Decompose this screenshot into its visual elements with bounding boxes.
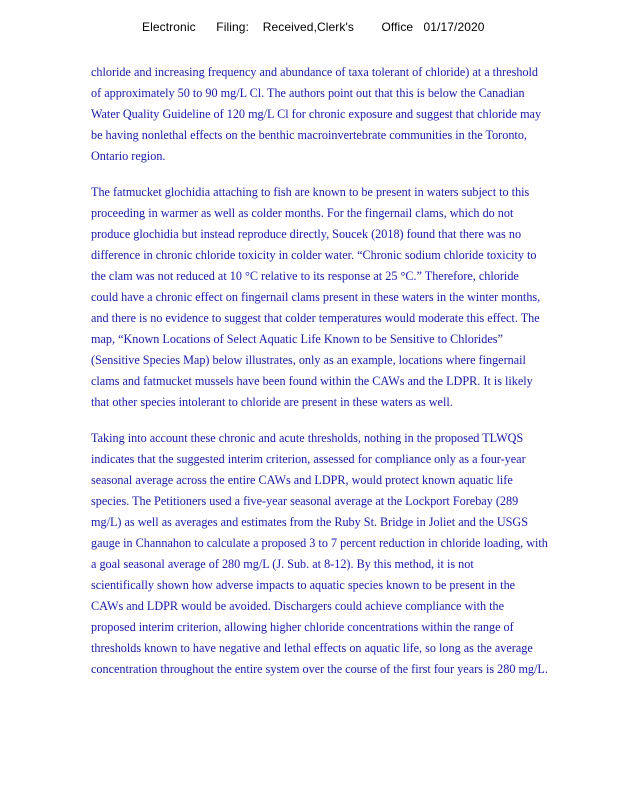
- text-line: proposed interim criterion, allowing higher chloride concentrations within the range of: [91, 620, 514, 634]
- text-line: (Sensitive Species Map) below illustrates, only as an example, locations where fingernail: [91, 353, 526, 367]
- text-line: Water Quality Guideline of 120 mg/L Cl for chronic exposure and suggest that chloride may: [91, 107, 542, 121]
- text-line: that other species intolerant to chloride are present in these waters as well.: [91, 395, 453, 409]
- electronic-filing-stamp: Electronic Filing: Received,Clerk's Office 01/17/2020: [142, 20, 485, 34]
- text-line: Taking into account these chronic and acute thresholds, nothing in the proposed TLWQS: [91, 431, 524, 445]
- text-line: proceeding in warmer as well as colder months. For the fingernail clams, which do not: [91, 206, 514, 220]
- text-line: of approximately 50 to 90 mg/L Cl. The authors point out that this is below the Canadian: [91, 86, 525, 100]
- text-line: the clam was not reduced at 10 °C relative to its response at 25 °C.” Therefore, chloride: [91, 269, 519, 283]
- text-line: species. The Petitioners used a five-year seasonal average at the Lockport Forebay (289: [91, 494, 519, 508]
- text-line: chloride and increasing frequency and abundance of taxa tolerant of chloride) at a threshold: [91, 65, 539, 79]
- text-line: CAWs and LDPR would be avoided. Dischargers could achieve compliance with the: [91, 599, 505, 613]
- text-line: a goal seasonal average of 280 mg/L (J. Sub. at 8-12). By this method, it is not: [91, 557, 474, 571]
- text-line: clams and fatmucket mussels have been found within the CAWs and the LDPR. It is likely: [91, 374, 533, 388]
- text-line: seasonal average across the entire CAWs and LDPR, would protect known aquatic life: [91, 473, 513, 487]
- text-line: produce glochidia but instead reproduce directly, Soucek (2018) found that there was no: [91, 227, 522, 241]
- text-line: mg/L) as well as averages and estimates from the Ruby St. Bridge in Joliet and the USGS: [91, 515, 528, 529]
- paragraph-2: [91, 182, 611, 413]
- paragraph-3: [91, 428, 611, 680]
- text-line: The fatmucket glochidia attaching to fish are known to be present in waters subject to this: [91, 185, 530, 199]
- text-line: concentration throughout the entire system over the course of the first four years is 280 mg/L.: [91, 662, 548, 676]
- document-body: [91, 62, 611, 695]
- text-line: indicates that the suggested interim criterion, assessed for compliance only as a four-year: [91, 452, 526, 466]
- text-line: Ontario region.: [91, 149, 166, 163]
- text-line: difference in chronic chloride toxicity in colder water. “Chronic sodium chloride toxicity to: [91, 248, 537, 262]
- text-line: and there is no evidence to suggest that colder temperatures would moderate this effect. The: [91, 311, 540, 325]
- text-line: map, “Known Locations of Select Aquatic Life Known to be Sensitive to Chlorides”: [91, 332, 503, 346]
- paragraph-1: [91, 62, 611, 167]
- text-line: could have a chronic effect on fingernail clams present in these waters in the winter months,: [91, 290, 541, 304]
- text-line: be having nonlethal effects on the benthic macroinvertebrate communities in the Toronto,: [91, 128, 527, 142]
- text-line: scientifically shown how adverse impacts to aquatic species known to be present in the: [91, 578, 516, 592]
- text-line: thresholds known to have negative and lethal effects on aquatic life, so long as the average: [91, 641, 533, 655]
- text-line: gauge in Channahon to calculate a proposed 3 to 7 percent reduction in chloride loading, with: [91, 536, 548, 550]
